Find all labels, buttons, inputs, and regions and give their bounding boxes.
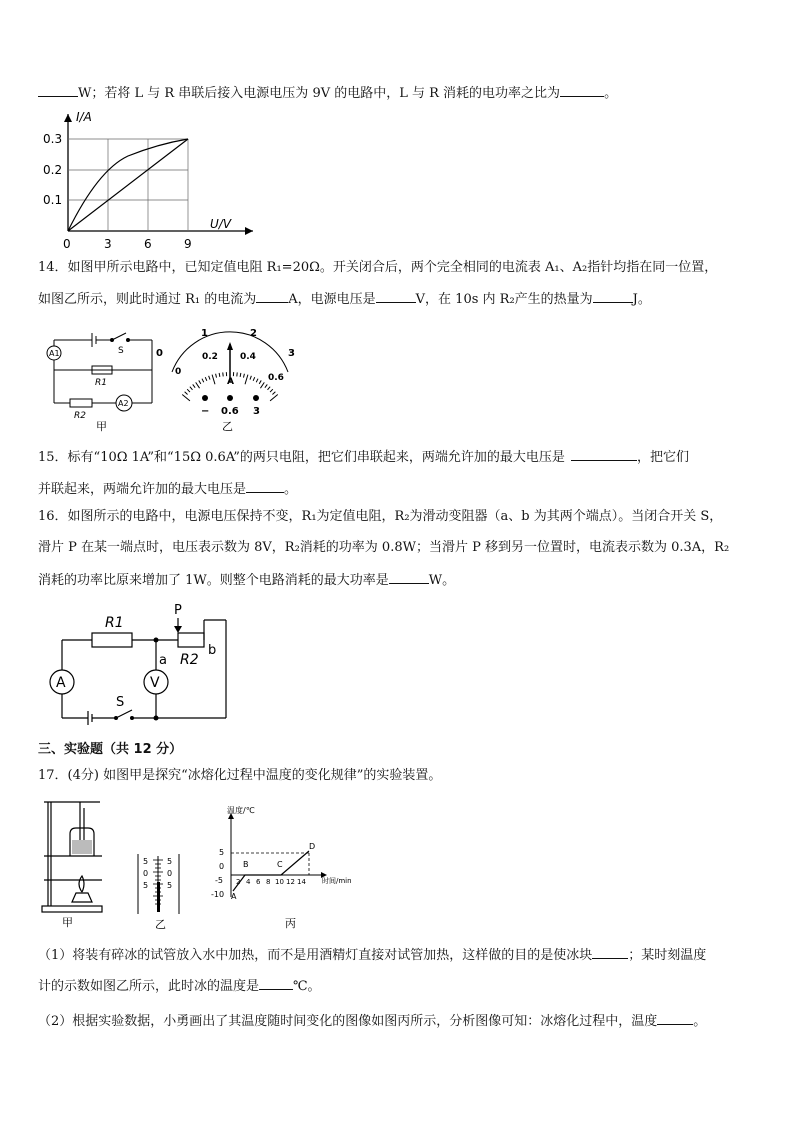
svg-text:0: 0 [143,869,149,878]
svg-text:0.6: 0.6 [221,406,239,417]
svg-text:10: 10 [275,878,284,886]
svg-text:12: 12 [286,878,295,886]
svg-text:B: B [243,860,249,869]
svg-text:3: 3 [253,406,260,417]
meter-tick [193,384,195,387]
iu-graph [38,108,268,250]
blank[interactable] [38,82,78,97]
svg-text:A: A [231,892,237,901]
y-label: I/A [76,110,92,124]
meter-tick [243,374,244,378]
svg-text:2: 2 [250,328,257,339]
svg-text:0: 0 [167,869,173,878]
svg-text:R2: R2 [180,652,199,668]
meter-tick [190,387,193,390]
meter-tick [253,377,255,381]
svg-text:0: 0 [219,862,225,871]
svg-text:3: 3 [288,348,295,359]
x-tick: 9 [184,237,192,251]
x-tick: 6 [144,237,152,251]
svg-text:0.2: 0.2 [202,352,218,362]
meter-tick [202,379,204,383]
q14-circuit-jia [40,328,160,433]
blank[interactable] [592,944,628,959]
svg-text:a: a [159,653,167,668]
q17-graph-bing [205,805,352,930]
svg-text:R1: R1 [105,615,124,631]
svg-text:时间/min: 时间/min [322,877,352,885]
q17-p1-line2: 计的示数如图乙所示，此时冰的温度是 ℃。 [38,975,321,997]
blank[interactable] [389,569,429,584]
meter-tick [187,389,190,392]
meter-tick [212,375,215,385]
x-label: U/V [210,217,232,231]
meter-tick [259,380,261,383]
svg-text:-5: -5 [215,876,223,885]
meter-tick [185,392,188,395]
q14-meter-yi [150,322,305,432]
svg-text:8: 8 [266,878,271,886]
meter-tick [250,376,251,380]
q16-line3: 消耗的功率比原来增加了 1W。则整个电路消耗的最大功率是 W。 [38,569,455,591]
svg-text:C: C [277,860,283,869]
meter-tick [196,382,200,388]
svg-text:P: P [174,603,182,618]
svg-text:温度/℃: 温度/℃ [227,806,255,815]
svg-text:D: D [309,842,316,851]
q17-thermometer-yi [135,852,185,932]
svg-text:A1: A1 [49,349,60,358]
blank[interactable] [376,288,416,303]
blank[interactable] [246,478,284,493]
svg-text:-10: -10 [211,890,225,899]
svg-text:5: 5 [143,857,149,866]
svg-text:0: 0 [156,348,163,359]
svg-text:4: 4 [246,878,251,886]
q14-line2: 如图乙所示，则此时通过 R₁ 的电流为 A，电源电压是 V，在 10s 内 R₂产生的热量为 J。 [38,288,651,310]
svg-text:−: − [201,406,210,417]
svg-text:5: 5 [167,857,173,866]
q16-line1: 16．如图所示的电路中，电源电压保持不变，R₁为定值电阻，R₂为滑动变阻器（a、b 为其两个端点）。当闭合开关 S， [38,509,723,524]
q15-line2: 并联起来，两端允许加的最大电压是 。 [38,478,297,500]
y-arrow [64,114,72,122]
svg-text:S: S [116,695,125,710]
svg-text:A: A [227,377,234,387]
fig-label: 丙 [285,917,296,930]
meter-tick [219,373,220,377]
q17-p1-line1: （1）将装有碎冰的试管放入水中加热，而不是用酒精灯直接对试管加热，这样做的目的是使冰块 ；某时刻温度 [38,944,706,966]
meter-tick [270,389,273,392]
meter-tick [270,394,278,400]
blank[interactable] [593,288,633,303]
meter-tick [272,392,275,395]
meter-tick [216,374,217,378]
svg-text:0.4: 0.4 [240,352,256,362]
blank[interactable] [259,975,293,990]
meter-tick [209,376,210,380]
q13-tail: W；若将 L 与 R 串联后接入电源电压为 9V 的电路中，L 与 R 消耗的电功率之比为 。 [38,82,617,104]
q17-apparatus-jia [40,798,110,928]
fig-label: 甲 [96,420,107,433]
blank[interactable] [657,1010,693,1025]
meter-tick [256,379,258,383]
q16-circuit [40,600,240,725]
svg-text:14: 14 [297,878,306,886]
fig-label: 乙 [222,420,233,433]
svg-text:R2: R2 [74,411,86,421]
meter-tick [182,394,190,400]
blank[interactable] [571,446,637,461]
meter-tick [260,382,264,388]
svg-text:6: 6 [256,878,261,886]
meter-tick [265,384,267,387]
y-tick: 0.1 [43,193,63,207]
meter-tick [268,387,271,390]
fig-label: 乙 [155,918,166,931]
svg-text:b: b [208,643,217,658]
y-tick: 0.3 [43,132,63,146]
q14-line1: 14．如图甲所示电路中，已知定值电阻 R₁=20Ω。开关闭合后，两个完全相同的电流表 A₁、A₂指针均指在同一位置， [38,260,718,275]
svg-text:R1: R1 [95,378,107,388]
svg-text:A: A [56,675,66,691]
svg-text:V: V [150,675,160,691]
svg-text:S: S [118,346,124,356]
svg-text:A2: A2 [118,399,129,408]
svg-text:5: 5 [167,881,173,890]
q15-line1: 15．标有“10Ω 1A”和“15Ω 0.6A”的两只电阻，把它们串联起来，两端允许加的最大电压是 ，把它们 [38,446,689,468]
q17-p2: （2）根据实验数据，小勇画出了其温度随时间变化的图像如图丙所示，分析图像可知：冰熔化过程中，温度 。 [38,1010,706,1032]
x-tick: 0 [63,237,71,251]
q16-line2: 滑片 P 在某一端点时，电压表示数为 8V，R₂消耗的功率为 0.8W；当滑片 P 移到另一位置时，电流表示数为 0.3A，R₂ [38,540,730,555]
svg-text:5: 5 [219,848,225,857]
blank[interactable] [560,82,604,97]
svg-text:0.6: 0.6 [268,373,284,383]
meter-tick [199,380,201,383]
meter-tick [240,373,241,377]
meter-tick [245,375,248,385]
section-title: 三、实验题（共 12 分） [38,742,183,757]
svg-text:1: 1 [201,328,208,339]
y-tick: 0.2 [43,163,63,177]
blank[interactable] [256,288,288,303]
meter-tick [205,377,207,381]
line-resistor [68,139,188,231]
x-arrow [245,227,253,235]
svg-text:0: 0 [175,367,182,377]
svg-text:5: 5 [143,881,149,890]
fig-label: 甲 [62,916,73,929]
x-tick: 3 [104,237,112,251]
q17-intro: 17．(4分) 如图甲是探究“冰熔化过程中温度的变化规律”的实验装置。 [38,768,442,783]
svg-text:2: 2 [236,878,241,886]
